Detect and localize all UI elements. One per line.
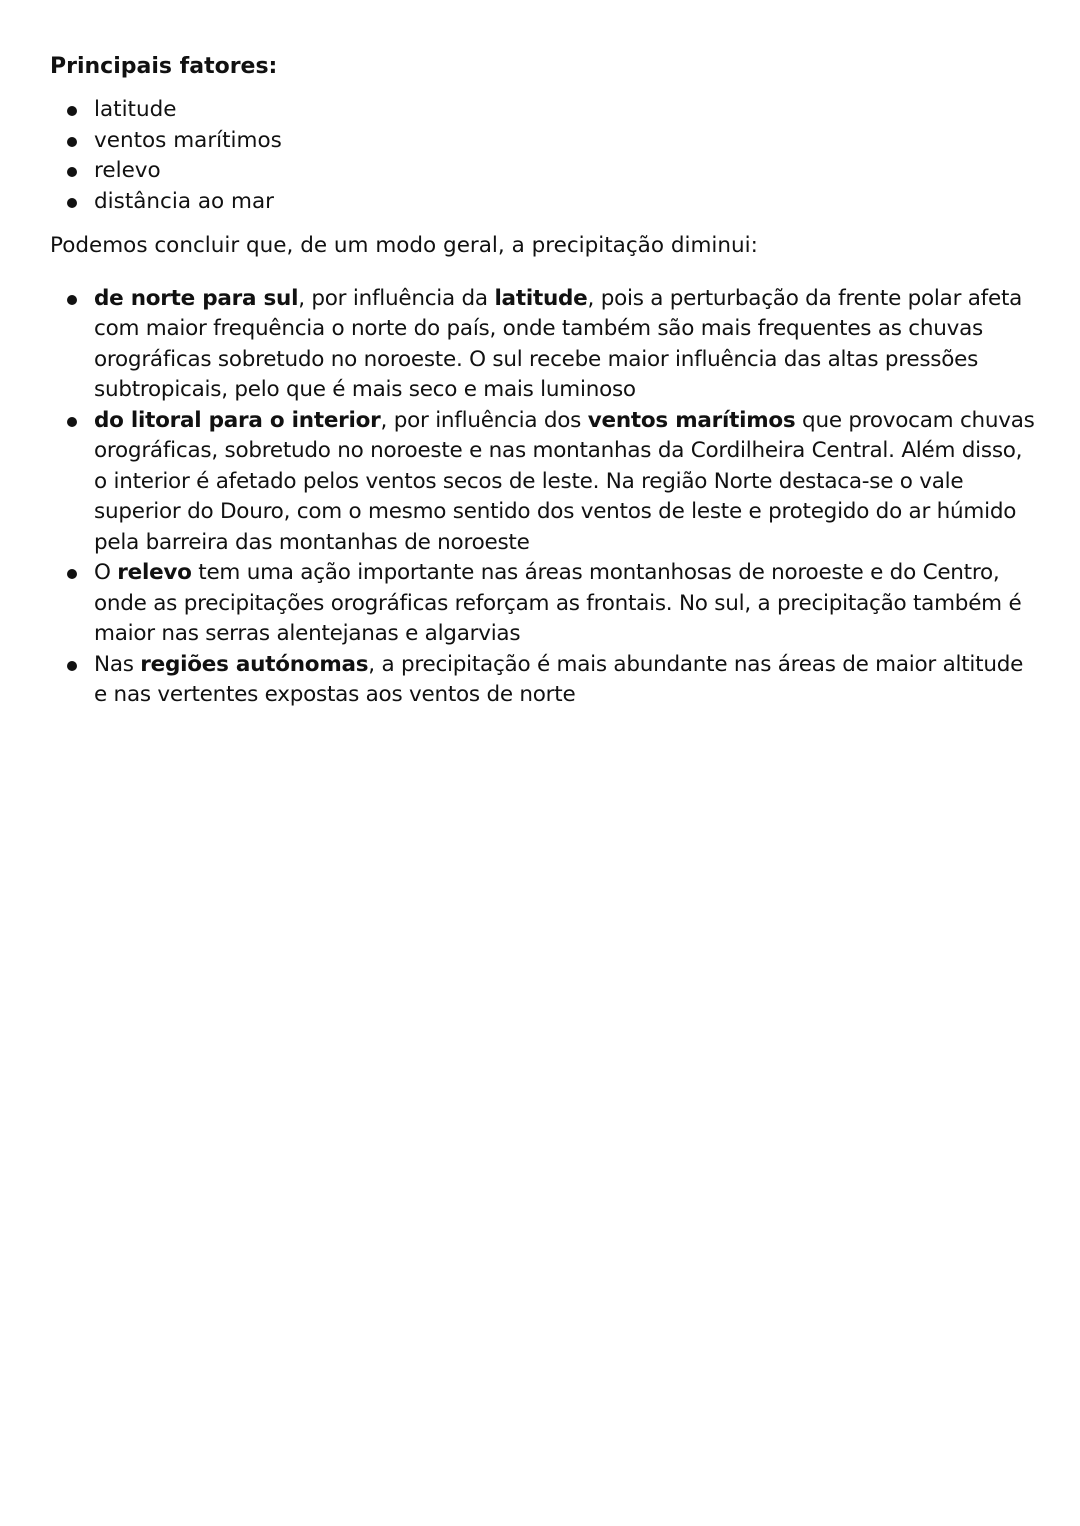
bullet-icon	[67, 167, 77, 177]
bullet-icon	[67, 417, 77, 427]
bullet-icon	[67, 661, 77, 671]
list-item: de norte para sul, por influência da latitude, pois a perturbação da frente polar afeta com maior frequência o norte do país, onde também são mais frequentes as chuvas orográficas sobretudo no noroeste. O sul recebe maior influência das altas pressões subtropicais, pelo que é mais seco e mais luminoso	[50, 284, 1040, 406]
list-item: distância ao mar	[50, 187, 1040, 218]
list-item: ventos marítimos	[50, 126, 1040, 157]
factors-list	[50, 95, 1040, 217]
list-item: latitude	[50, 95, 1040, 126]
section-heading: Principais fatores:	[50, 54, 278, 79]
bullet-icon	[67, 569, 77, 579]
bullet-icon	[67, 198, 77, 208]
bullet-icon	[67, 137, 77, 147]
bullet-icon	[67, 106, 77, 116]
list-item: relevo	[50, 156, 1040, 187]
list-item: do litoral para o interior, por influência dos ventos marítimos que provocam chuvas orográficas, sobretudo no noroeste e nas montanhas da Cordilheira Central. Além disso, o interior é afetado pelos ventos secos de leste. Na região Norte destaca-se o vale superior do Douro, com o mesmo sentido dos ventos de leste e protegido do ar húmido pela barreira das montanhas de noroeste	[50, 406, 1040, 559]
list-item: O relevo tem uma ação importante nas áreas montanhosas de noroeste e do Centro, onde as precipitações orográficas reforçam as frontais. No sul, a precipitação também é maior nas serras alentejanas e algarvias	[50, 558, 1040, 650]
bullet-icon	[67, 295, 77, 305]
intro-paragraph: Podemos concluir que, de um modo geral, a precipitação diminui:	[50, 233, 758, 258]
conclusions-list	[50, 284, 1040, 711]
document-page	[50, 52, 1040, 711]
list-item: Nas regiões autónomas, a precipitação é mais abundante nas áreas de maior altitude e nas vertentes expostas aos ventos de norte	[50, 650, 1040, 711]
